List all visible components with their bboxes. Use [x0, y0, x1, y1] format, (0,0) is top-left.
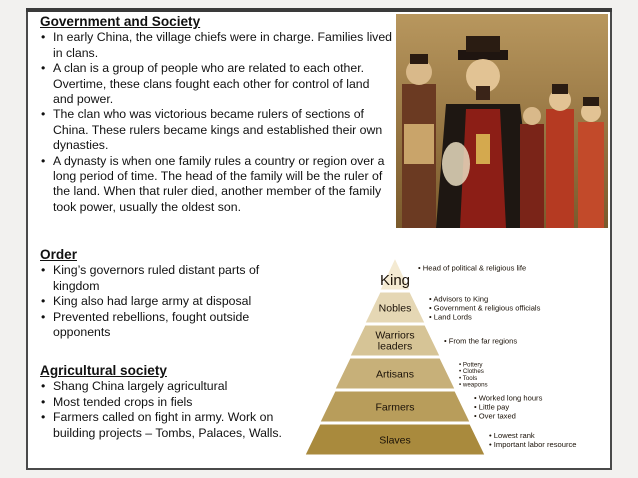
- government-bullet: • A clan is a group of people who are related to each other. Overtime, these clans fought each other for control of land and power.: [40, 61, 392, 107]
- pyramid-tier-note: • Little pay: [474, 402, 510, 412]
- emperor-painting-svg: [396, 14, 608, 228]
- pyramid-tier-note: • Important labor resource: [489, 439, 577, 449]
- pyramid-tier: [335, 358, 488, 389]
- pyramid-tier-note: • weapons: [459, 381, 488, 389]
- pyramid-tier-label: Artisans: [376, 368, 414, 381]
- pyramid-tier-label: Nobles: [378, 302, 412, 315]
- pyramid-tier-note: • Worked long hours: [474, 393, 543, 403]
- government-heading: Government and Society: [40, 14, 201, 29]
- pyramid-tier-note: • Advisors to King: [429, 294, 489, 304]
- pyramid-tier: [365, 292, 541, 323]
- pyramid-tier-note: • Clothes: [459, 368, 484, 376]
- pyramid-tier: [320, 391, 543, 422]
- pyramid-tier-note: • Over taxed: [474, 411, 516, 421]
- agriculture-bullet: • Most tended crops in fiels: [40, 395, 302, 410]
- agriculture-heading: Agricultural society: [40, 363, 167, 378]
- pyramid-tier: [380, 258, 526, 290]
- order-heading: Order: [40, 247, 78, 262]
- pyramid-tier-note: • From the far regions: [444, 336, 518, 346]
- pyramid-tier-note: • Tools: [459, 374, 478, 382]
- agriculture-bullet-list: [40, 379, 302, 441]
- slide-top-bar: [26, 8, 612, 12]
- government-bullet: • The clan who was victorious became rulers of sections of China. These rulers became kings and established their own dynasties.: [40, 107, 392, 153]
- pyramid-tier-note: • Lowest rank: [489, 431, 535, 441]
- pyramid-tier-label: Farmers: [375, 401, 415, 414]
- order-bullet: • King’s governors ruled distant parts of kingdom: [40, 263, 302, 294]
- agriculture-bullet: • Farmers called on fight in army. Work on building projects – Tombs, Palaces, Walls.: [40, 410, 302, 441]
- social-pyramid: [300, 258, 600, 456]
- government-bullet: • In early China, the village chiefs were in charge. Families lived in clans.: [40, 30, 392, 61]
- agriculture-bullet: • Shang China largely agricultural: [40, 379, 302, 394]
- order-section: [40, 247, 302, 340]
- pyramid-tier-note: • Government & religious officials: [429, 303, 541, 313]
- emperor-painting-image: [396, 14, 608, 228]
- pyramid-tier-note: • Head of political & religious life: [418, 263, 527, 273]
- order-bullet: • King also had large army at disposal: [40, 294, 302, 309]
- government-bullet: • A dynasty is when one family rules a country or region over a long period of time. The head of the family will be the ruler of the land. When that ruler died, another member of the family took power, usually the oldest son.: [40, 154, 392, 216]
- government-section: [40, 14, 392, 215]
- pyramid-tier-note: • Land Lords: [429, 312, 472, 322]
- agriculture-section: [40, 363, 302, 441]
- pyramid-tier: [350, 325, 517, 356]
- government-bullet-list: [40, 30, 392, 215]
- pyramid-tier-note: • Pottery: [459, 361, 483, 369]
- pyramid-tier-label: Warriors leaders: [375, 329, 415, 353]
- pyramid-tier-label: King: [379, 272, 411, 289]
- order-bullet: • Prevented rebellions, fought outside opponents: [40, 310, 302, 341]
- pyramid-tier-label: Slaves: [379, 434, 411, 447]
- pyramid-tier: [305, 424, 577, 455]
- social-pyramid-svg: [300, 258, 600, 456]
- order-bullet-list: [40, 263, 302, 340]
